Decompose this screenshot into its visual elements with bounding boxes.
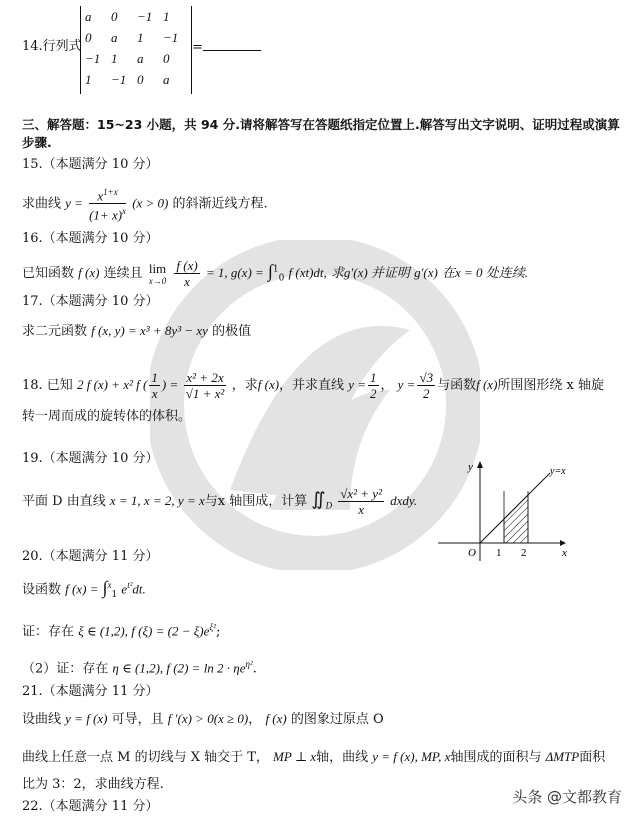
text: 已知函数 [22, 266, 75, 281]
fraction [184, 370, 225, 401]
text: 曲线上任意一点 M 的切线与 X 轴交于 T， [22, 750, 269, 765]
shaded-region-D [504, 495, 528, 543]
math: t² [127, 580, 133, 590]
q18-body-cont: 转一周而成的旋转体的体积。 [22, 409, 192, 424]
section3-heading-cont: 步骤. [22, 135, 52, 150]
fraction [338, 486, 384, 517]
det-cell: 0 [137, 71, 144, 87]
fraction [417, 370, 435, 401]
math: 求g′(x) 并证明 [330, 265, 410, 280]
math: y = [65, 195, 83, 211]
math: ξ² [209, 622, 216, 632]
math: f (xt)dt, [288, 265, 327, 280]
integral-sign: ∫ [267, 261, 273, 281]
math: ξ ∈ (1,2), f (ξ) = (2 − ξ)e [78, 623, 210, 639]
q15-number: 15.（本题满分 10 分） [22, 157, 159, 172]
q16-body [22, 258, 528, 289]
q20-part2 [22, 655, 257, 678]
text: ， [248, 712, 262, 727]
math: e [121, 581, 128, 597]
math: 1 [111, 589, 118, 600]
math: y = f (x), MP, x [372, 749, 451, 764]
text: 证：存在 [22, 624, 75, 640]
det-cell: a [137, 50, 144, 66]
answer-blank [203, 38, 261, 51]
math: 1+x [103, 187, 118, 197]
y-axis-arrow [477, 461, 483, 468]
text: 连续且 [103, 266, 143, 281]
math: lim [148, 261, 167, 276]
q17-number: 17.（本题满分 10 分） [22, 294, 159, 309]
math: x [151, 386, 158, 401]
math: x [107, 580, 112, 590]
math: f (x, y) = x³ + 8y³ − xy [91, 323, 208, 338]
math: η ∈ (1,2), f (2) = ln 2 · ηe [112, 660, 246, 676]
det-cell: a [163, 71, 170, 87]
fraction [174, 258, 199, 289]
det-cell: 0 [85, 29, 92, 45]
math: √3 [419, 370, 434, 385]
det-cell: −1 [85, 50, 101, 66]
q20-number: 20.（本题满分 11 分） [22, 549, 159, 564]
math: y = [348, 377, 366, 392]
math: x [97, 188, 104, 204]
math: f (x) [476, 377, 498, 392]
math: x [184, 274, 190, 289]
limit [149, 261, 167, 286]
math: g′(x) [414, 265, 438, 280]
math: x = 1, x = 2, y = x [109, 493, 205, 508]
fraction [149, 370, 160, 401]
math: x [122, 206, 127, 217]
math: η² [245, 659, 253, 669]
math: f (x) = [65, 581, 99, 597]
det-cell: 1 [111, 50, 118, 66]
q21-body [22, 710, 384, 729]
text: 设函数 [22, 582, 62, 598]
text: 的斜渐近线方程. [172, 196, 268, 212]
text: 的图象过原点 O [290, 712, 384, 727]
det-cell: −1 [163, 29, 179, 45]
region-graph [430, 456, 590, 566]
text: 求曲线 [22, 196, 62, 212]
q19-number: 19.（本题满分 10 分） [22, 451, 159, 466]
q14-label: 14.行列式 [22, 39, 82, 54]
math: √1 + x² [185, 386, 225, 401]
math: y = [397, 377, 416, 392]
integral-sign: ∫ [102, 577, 108, 598]
q20-body [22, 576, 146, 604]
text: 面积 [579, 750, 606, 765]
text: 的极值 [212, 324, 252, 339]
math: x [358, 502, 364, 517]
text: 与函数 [437, 378, 477, 393]
math: (x > 0) [132, 195, 169, 211]
det-cell: 1 [163, 8, 170, 24]
tick-label-1: 1 [496, 547, 502, 559]
text: 18. 已知 [22, 378, 73, 393]
math: 2 [423, 386, 430, 401]
q16-number: 16.（本题满分 10 分） [22, 231, 159, 246]
math: = 1, g(x) = [205, 265, 264, 280]
math: f (x) [257, 377, 280, 392]
q14-answer [192, 38, 261, 57]
x-axis-arrow [560, 540, 566, 546]
double-integral-sign: ∬ [311, 489, 326, 509]
section3-heading: 三、解答题：15~23 小题，共 94 分.请将解答写在答题纸指定位置上.解答写出文字说明、证明过程或演算 [22, 117, 620, 132]
text: 所围图形绕 x 轴旋 [497, 378, 605, 393]
math: f ′(x) > 0(x ≥ 0) [167, 711, 249, 726]
math: √x² + y² [340, 486, 382, 501]
math: 2 f (x) + x² f ( [76, 377, 148, 392]
math: y = f (x) [65, 711, 108, 726]
det-cell: −1 [111, 71, 127, 87]
math: 1 [370, 370, 377, 385]
y-axis-label: y [468, 461, 473, 473]
math: D [325, 500, 333, 511]
text: ， [380, 378, 394, 393]
math: . [252, 661, 257, 677]
math: f (x) [176, 258, 198, 273]
q20-part1 [22, 618, 220, 641]
det-cell: 1 [137, 29, 144, 45]
footer-watermark: 头条 @文都教育 [512, 788, 622, 806]
det-cell: 1 [85, 71, 92, 87]
text: x 轴围成，计算 [217, 494, 308, 509]
math: 2 [370, 386, 377, 401]
equals-sign: = [192, 40, 203, 55]
math: x→0 [148, 276, 167, 286]
det-cell: −1 [137, 8, 153, 24]
math: 1 [272, 264, 279, 275]
text: 设曲线 [22, 712, 62, 727]
q21-body-cont [22, 748, 605, 767]
text: 与 [204, 494, 218, 509]
det-cell: a [85, 8, 92, 24]
tick-label-2: 2 [521, 547, 527, 559]
math: ; [215, 624, 221, 640]
q21-body-end: 比为 3：2，求曲线方程. [22, 777, 164, 792]
q17-body [22, 322, 251, 341]
x-axis-label: x [562, 547, 567, 559]
text: ，并求直线 [279, 378, 345, 393]
text: 可导，且 [111, 712, 164, 727]
math: dxdy. [390, 493, 418, 508]
math: 0 [278, 273, 285, 284]
math: dt. [132, 581, 146, 597]
q15-body [22, 185, 268, 223]
text: 平面 D 由直线 [22, 494, 106, 509]
text: 轴，曲线 [316, 750, 369, 765]
math: 1 [151, 370, 158, 385]
text: ，求 [231, 378, 258, 393]
line-label: y=x [550, 466, 566, 477]
math: MP ⊥ x [273, 749, 317, 764]
math: 在x = 0 处连续. [442, 265, 529, 280]
math: ΔMTP [545, 749, 580, 764]
q14-determinant [80, 6, 192, 94]
math: f (x) [265, 711, 287, 726]
det-cell: a [111, 29, 118, 45]
det-cell: 0 [163, 50, 170, 66]
det-cell: 0 [111, 8, 118, 24]
q18-body [22, 370, 604, 401]
math: f (x) [78, 265, 100, 280]
text: 求二元函数 [22, 324, 88, 339]
fraction [89, 185, 126, 223]
q22-number: 22.（本题满分 11 分） [22, 799, 159, 814]
math: ) = [161, 377, 179, 392]
q19-body [22, 486, 417, 517]
math: (1+ x) [89, 207, 123, 223]
text: 轴围成的面积与 [450, 750, 542, 765]
q21-number: 21.（本题满分 11 分） [22, 684, 159, 699]
fraction [368, 370, 379, 401]
math: x² + 2x [186, 370, 224, 385]
origin-label: O [468, 547, 476, 559]
text: （2）证：存在 [22, 661, 109, 677]
